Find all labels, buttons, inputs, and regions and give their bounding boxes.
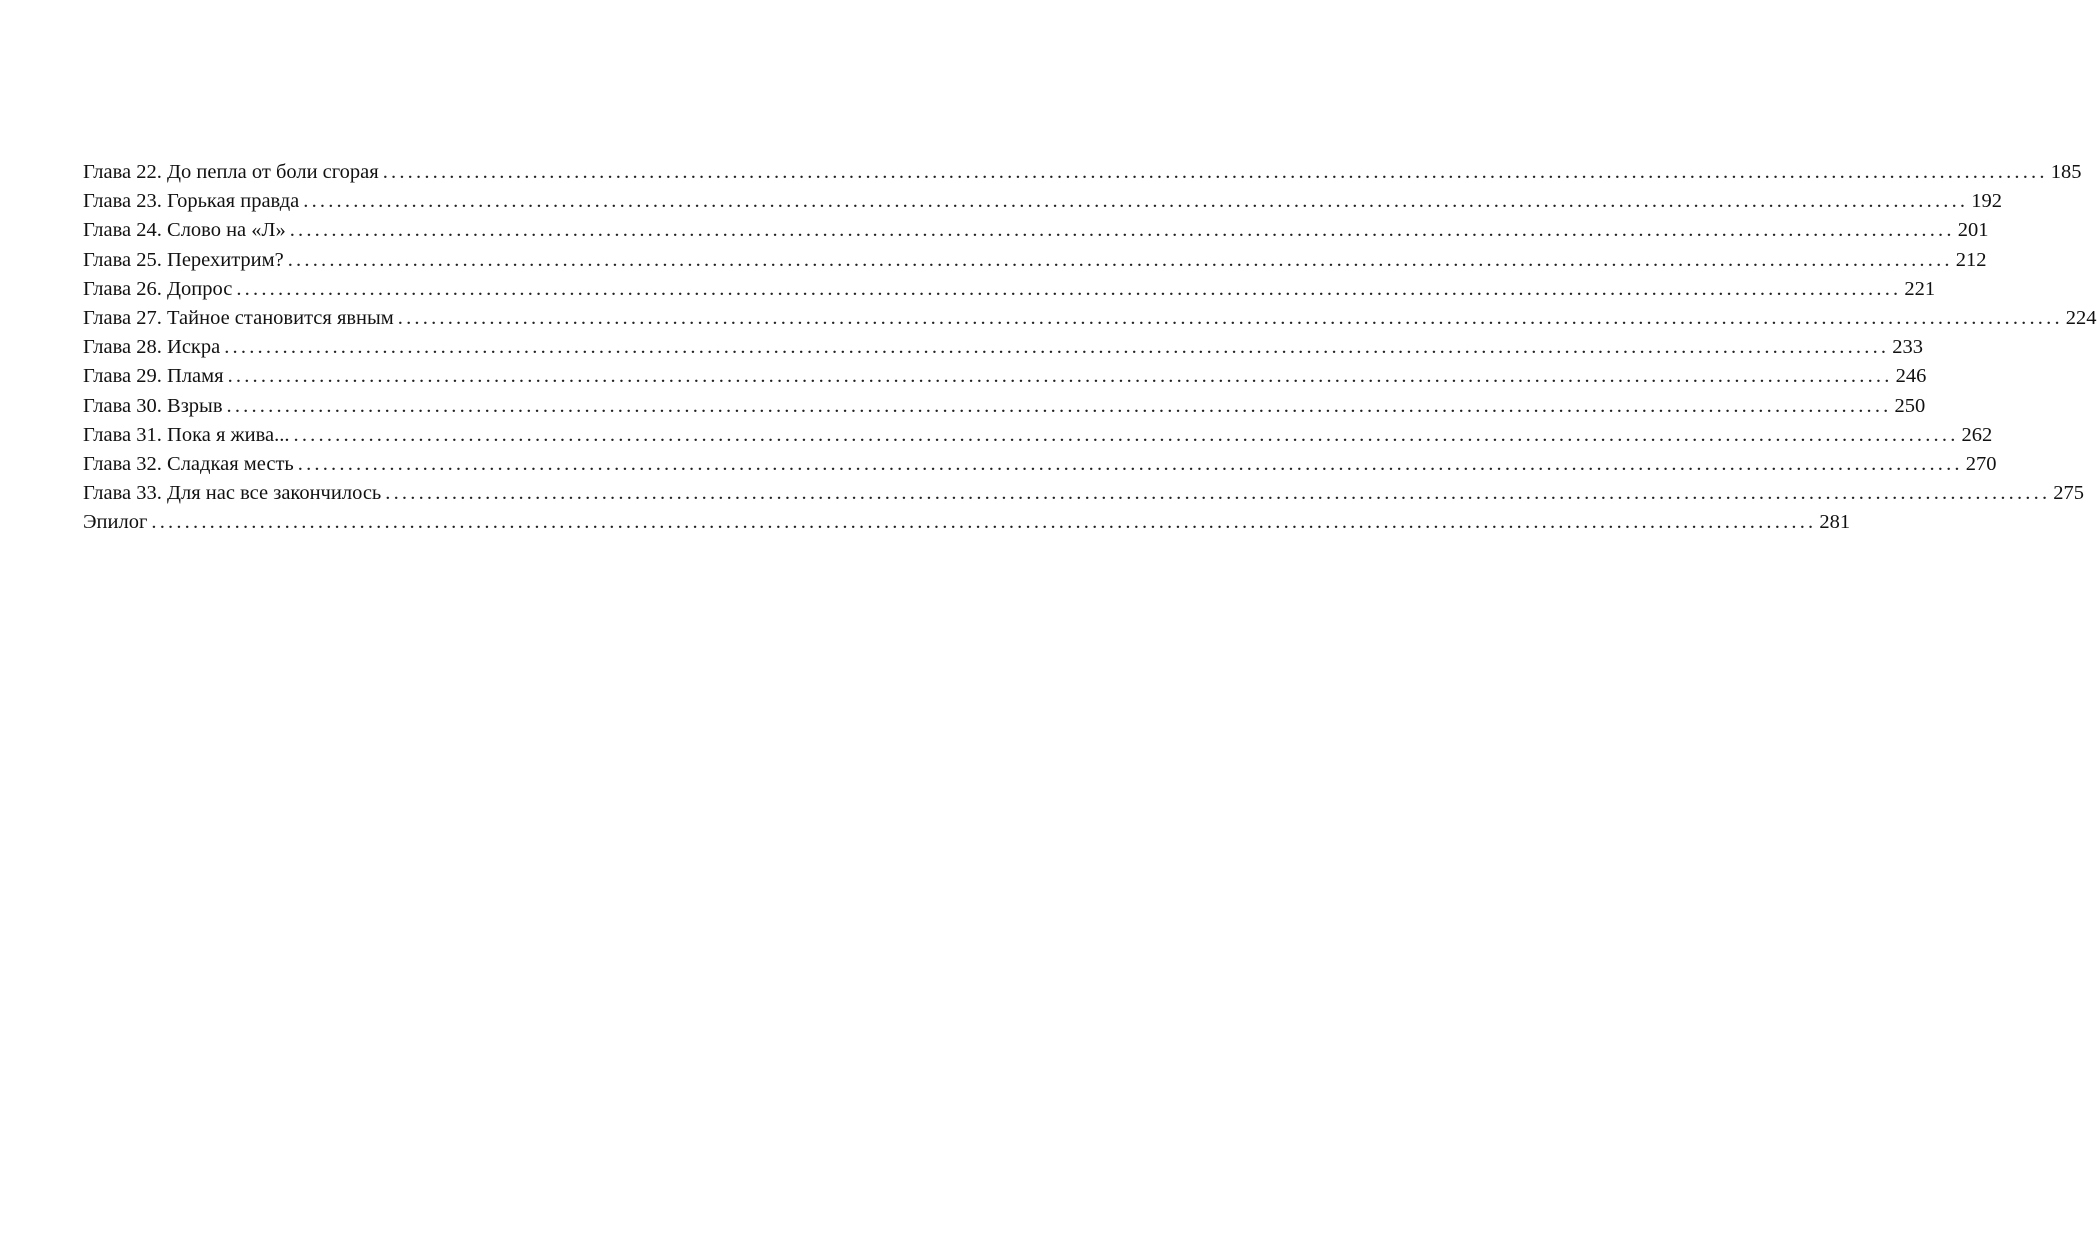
toc-entry-title: Глава 22. До пепла от боли сгорая bbox=[83, 161, 379, 183]
toc-entry bbox=[83, 304, 2097, 333]
toc-entry-page: 185 bbox=[2050, 161, 2082, 183]
toc-entry-title: Глава 23. Горькая правда bbox=[83, 190, 300, 213]
toc-entry bbox=[83, 479, 2085, 508]
toc-entry-title: Глава 27. Тайное становится явным bbox=[83, 306, 394, 329]
toc-entry-title: Глава 33. Для нас все закончилось bbox=[83, 482, 382, 505]
toc-entry-page: 275 bbox=[2053, 482, 2085, 505]
toc-entry-title: Глава 25. Перехитрим? bbox=[83, 248, 284, 271]
toc-dot-leader: ........................................................................................................................................................................................................ bbox=[226, 394, 1892, 417]
toc-entry-title: Глава 28. Искра bbox=[83, 336, 221, 359]
toc-entry bbox=[83, 187, 2002, 216]
toc-entry-page: 212 bbox=[1955, 248, 1987, 271]
toc-entry-page: 250 bbox=[1894, 394, 1926, 417]
toc-entry-page: 262 bbox=[1961, 423, 1993, 446]
toc-entry-title: Глава 24. Слово на «Л» bbox=[83, 219, 286, 242]
toc-dot-leader: ........................................................................................................................................................................................................ bbox=[293, 423, 1959, 446]
toc-entry-page: 233 bbox=[1892, 336, 1923, 359]
toc-entry-page: 281 bbox=[1819, 511, 1851, 534]
toc-entry-title: Глава 31. Пока я жива... bbox=[83, 423, 290, 446]
toc-dot-leader: ........................................................................................................................................................................................................ bbox=[236, 277, 1902, 300]
toc-dot-leader: ........................................................................................................................................................................................................ bbox=[289, 219, 1955, 242]
toc-dot-leader: ........................................................................................................................................................................................................ bbox=[382, 161, 2048, 183]
toc-entry-page: 201 bbox=[1957, 219, 1989, 242]
toc-entry-page: 246 bbox=[1895, 365, 1927, 388]
toc-entry bbox=[83, 392, 1926, 421]
toc-entry-title: Глава 29. Пламя bbox=[83, 365, 224, 388]
toc-entry-page: 270 bbox=[1965, 452, 1997, 475]
toc-entry bbox=[83, 421, 1993, 450]
toc-dot-leader: ........................................................................................................................................................................................................ bbox=[224, 336, 1890, 359]
toc-dot-leader: ........................................................................................................................................................................................................ bbox=[227, 365, 1893, 388]
toc-entry-title: Эпилог bbox=[83, 511, 148, 534]
toc-dot-leader: ........................................................................................................................................................................................................ bbox=[385, 482, 2051, 505]
toc-dot-leader: ........................................................................................................................................................................................................ bbox=[397, 306, 2063, 329]
toc-entry-title: Глава 26. Допрос bbox=[83, 277, 233, 300]
toc-entry bbox=[83, 450, 1997, 479]
toc-entry bbox=[83, 158, 2082, 187]
toc-entry-title: Глава 32. Сладкая месть bbox=[83, 452, 294, 475]
toc-entry bbox=[83, 362, 1927, 391]
toc-entry-page: 221 bbox=[1904, 277, 1936, 300]
toc-entry bbox=[83, 275, 1936, 304]
toc-entry-page: 224 bbox=[2065, 306, 2097, 329]
table-of-contents bbox=[83, 158, 2097, 537]
toc-entry bbox=[83, 508, 1851, 537]
toc-entry bbox=[83, 216, 1989, 245]
toc-entry-page: 192 bbox=[1971, 190, 2002, 213]
toc-entry-title: Глава 30. Взрыв bbox=[83, 394, 223, 417]
toc-dot-leader: ........................................................................................................................................................................................................ bbox=[151, 511, 1817, 534]
toc-dot-leader: ........................................................................................................................................................................................................ bbox=[303, 190, 1969, 213]
toc-dot-leader: ........................................................................................................................................................................................................ bbox=[297, 452, 1963, 475]
toc-dot-leader: ........................................................................................................................................................................................................ bbox=[287, 248, 1953, 271]
toc-entry bbox=[83, 246, 1987, 275]
toc-entry bbox=[83, 333, 1923, 362]
